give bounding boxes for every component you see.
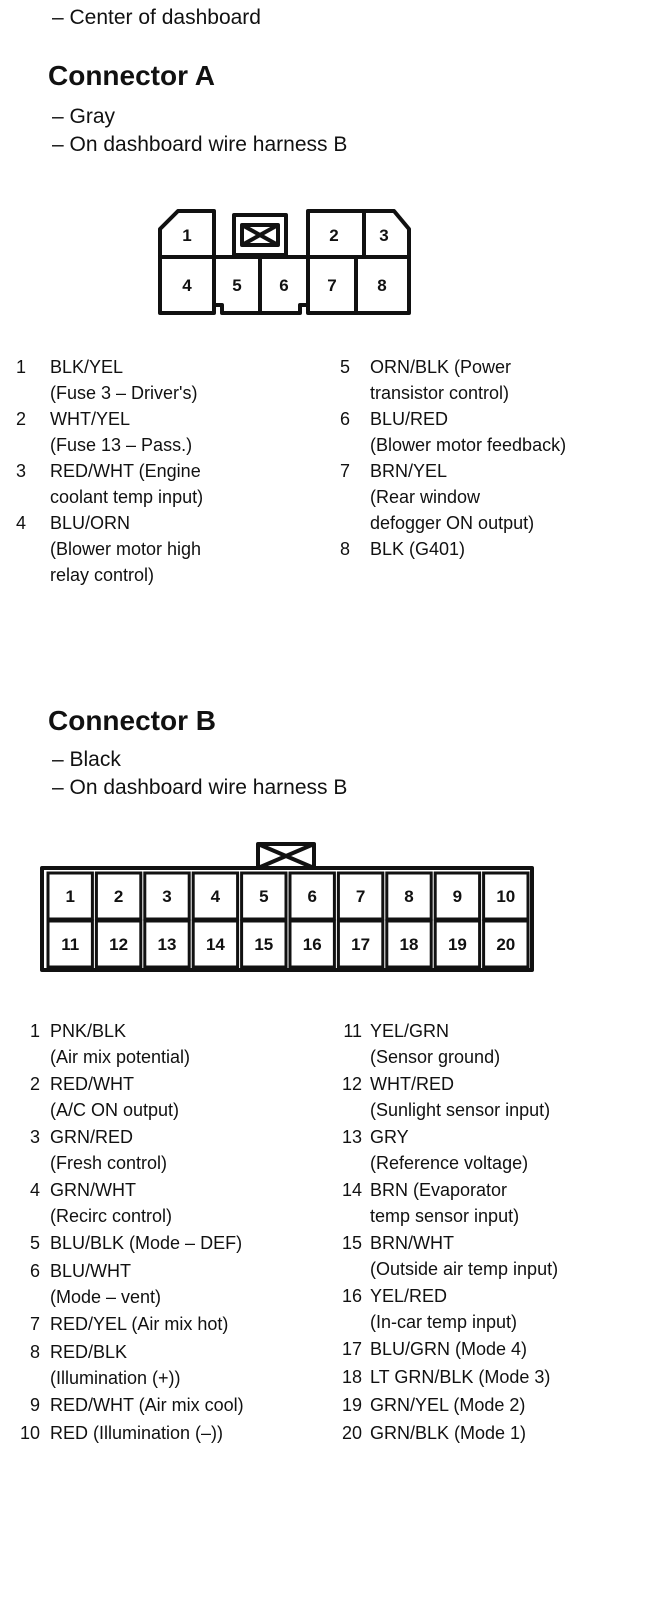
pin-number: 13 [341, 1127, 362, 1147]
connector-a-color-note: – Gray [52, 105, 116, 128]
connector-b-diagram [40, 840, 534, 972]
connector-b-pin-15: 15 [254, 935, 274, 954]
connector-b-pin-16: 16 [302, 935, 322, 954]
pin-number: 19 [341, 1395, 362, 1415]
pin-wire: BLU/BLK (Mode – DEF) [50, 1233, 243, 1253]
pin-number: 8 [339, 539, 350, 559]
pin-function: (Rear window [370, 487, 481, 507]
pin-wire: YEL/GRN [370, 1021, 450, 1041]
connector-b-pin-5: 5 [259, 887, 269, 906]
pin-wire: BLU/ORN [50, 513, 131, 533]
connector-b-list-left [0, 1018, 330, 1448]
pin-wire: BLU/RED [370, 409, 449, 429]
pin-function: (Recirc control) [50, 1206, 173, 1226]
pin-wire: RED/WHT [50, 1074, 134, 1094]
pin-wire: WHT/YEL [50, 409, 131, 429]
pin-wire: RED (Illumination (–)) [50, 1423, 224, 1443]
pin-function: relay control) [50, 565, 155, 585]
pin-number: 15 [341, 1233, 362, 1253]
connector-a-pin-3: 3 [379, 226, 389, 245]
pin-number: 11 [343, 1021, 362, 1041]
pin-function: (Outside air temp input) [370, 1259, 559, 1279]
pin-function: (Mode – vent) [50, 1287, 162, 1307]
pin-number: 16 [341, 1286, 362, 1306]
pin-function: (Sunlight sensor input) [370, 1100, 551, 1120]
connector-b-pin-12: 12 [109, 935, 129, 954]
pin-number: 17 [341, 1339, 362, 1359]
pin-number: 8 [29, 1342, 40, 1362]
connector-b-pin-10: 10 [496, 887, 516, 906]
pin-wire: BLK/YEL [50, 357, 124, 377]
pin-function: (Reference voltage) [370, 1153, 529, 1173]
pin-wire: BLU/GRN (Mode 4) [370, 1339, 528, 1359]
pin-wire: GRN/RED [50, 1127, 134, 1147]
connector-a-list-left [0, 354, 330, 588]
pin-function: (Illumination (+)) [50, 1368, 181, 1388]
connector-b-pin-20: 20 [496, 935, 516, 954]
pin-number: 5 [29, 1233, 40, 1253]
pin-function: coolant temp input) [50, 487, 204, 507]
pin-function: (Blower motor high [50, 539, 202, 559]
pin-number: 18 [341, 1367, 362, 1387]
connector-a-diagram [158, 209, 411, 315]
connector-a-pin-2: 2 [329, 226, 339, 245]
pin-number: 20 [341, 1423, 362, 1443]
connector-b-pin-11: 11 [61, 935, 80, 954]
pin-wire: BRN/YEL [370, 461, 448, 481]
connector-b-pin-8: 8 [404, 887, 414, 906]
connector-a-pin-7: 7 [327, 276, 337, 295]
pin-function: (Fuse 13 – Pass.) [50, 435, 193, 455]
pin-number: 6 [29, 1261, 40, 1281]
pin-number: 1 [15, 357, 26, 377]
pin-function: (Fuse 3 – Driver's) [50, 383, 198, 403]
pin-number: 4 [15, 513, 26, 533]
pin-function: (In-car temp input) [370, 1312, 518, 1332]
pin-function: (Sensor ground) [370, 1047, 501, 1067]
pin-wire: RED/YEL (Air mix hot) [50, 1314, 229, 1334]
pin-wire: RED/WHT (Engine [50, 461, 201, 481]
pin-number: 7 [29, 1314, 40, 1334]
pin-wire: RED/WHT (Air mix cool) [50, 1395, 244, 1415]
connector-a-title: Connector A [48, 60, 215, 91]
pin-wire: BLK (G401) [370, 539, 466, 559]
connector-b-location-note: – On dashboard wire harness B [52, 776, 348, 799]
pin-wire: RED/BLK [50, 1342, 128, 1362]
connector-a-pin-1: 1 [182, 226, 192, 245]
connector-b-pin-7: 7 [355, 887, 366, 906]
connector-b-pin-1: 1 [65, 887, 75, 906]
pin-wire: PNK/BLK [50, 1021, 127, 1041]
connector-a-pin-8: 8 [377, 276, 387, 295]
pin-number: 2 [29, 1074, 40, 1094]
pin-wire: GRN/WHT [50, 1180, 136, 1200]
connector-a-list-right [330, 354, 670, 588]
pin-function: transistor control) [370, 383, 510, 403]
pin-wire: BRN (Evaporator [370, 1180, 508, 1200]
connector-b-pin-2: 2 [113, 887, 124, 906]
pin-wire: GRN/YEL (Mode 2) [370, 1395, 526, 1415]
pin-number: 5 [339, 357, 350, 377]
pin-wire: ORN/BLK (Power [370, 357, 512, 377]
pin-function: temp sensor input) [370, 1206, 520, 1226]
pin-function: (A/C ON output) [50, 1100, 180, 1120]
pin-function: (Air mix potential) [50, 1047, 191, 1067]
pin-wire: GRY [370, 1127, 409, 1147]
pin-wire: BLU/WHT [50, 1261, 131, 1281]
pin-function: (Blower motor feedback) [370, 435, 567, 455]
connector-b-list-right [330, 1018, 672, 1448]
connector-b-pin-3: 3 [162, 887, 172, 906]
connector-b-pin-18: 18 [399, 935, 419, 954]
pin-wire: YEL/RED [370, 1286, 448, 1306]
pin-number: 9 [29, 1395, 40, 1415]
pin-number: 3 [15, 461, 26, 481]
pin-function: defogger ON output) [370, 513, 535, 533]
location-note: – Center of dashboard [52, 6, 261, 29]
pin-function: (Fresh control) [50, 1153, 168, 1173]
connector-b-pin-4: 4 [210, 887, 221, 906]
connector-b-pin-9: 9 [452, 887, 463, 906]
connector-b-color-note: – Black [52, 748, 121, 771]
connector-a-pin-5: 5 [232, 276, 242, 295]
connector-b-pin-17: 17 [351, 935, 371, 954]
connector-a-location-note: – On dashboard wire harness B [52, 133, 348, 156]
pin-number: 2 [15, 409, 26, 429]
connector-b-pin-19: 19 [447, 935, 467, 954]
connector-b-pin-14: 14 [205, 935, 225, 954]
connector-b-pin-6: 6 [307, 887, 317, 906]
pin-wire: BRN/WHT [370, 1233, 454, 1253]
pin-number: 4 [29, 1180, 40, 1200]
pin-number: 1 [29, 1021, 40, 1041]
pin-wire: WHT/RED [370, 1074, 454, 1094]
pin-wire: GRN/BLK (Mode 1) [370, 1423, 527, 1443]
pin-number: 10 [19, 1423, 40, 1443]
pin-number: 3 [29, 1127, 40, 1147]
connector-b-pin-13: 13 [157, 935, 177, 954]
connector-b-title: Connector B [48, 705, 216, 736]
pin-number: 6 [339, 409, 350, 429]
pin-number: 14 [341, 1180, 362, 1200]
pin-number: 12 [341, 1074, 362, 1094]
connector-a-pin-6: 6 [279, 276, 289, 295]
connector-a-pin-4: 4 [182, 276, 192, 295]
pin-number: 7 [339, 461, 350, 481]
pin-wire: LT GRN/BLK (Mode 3) [370, 1367, 551, 1387]
